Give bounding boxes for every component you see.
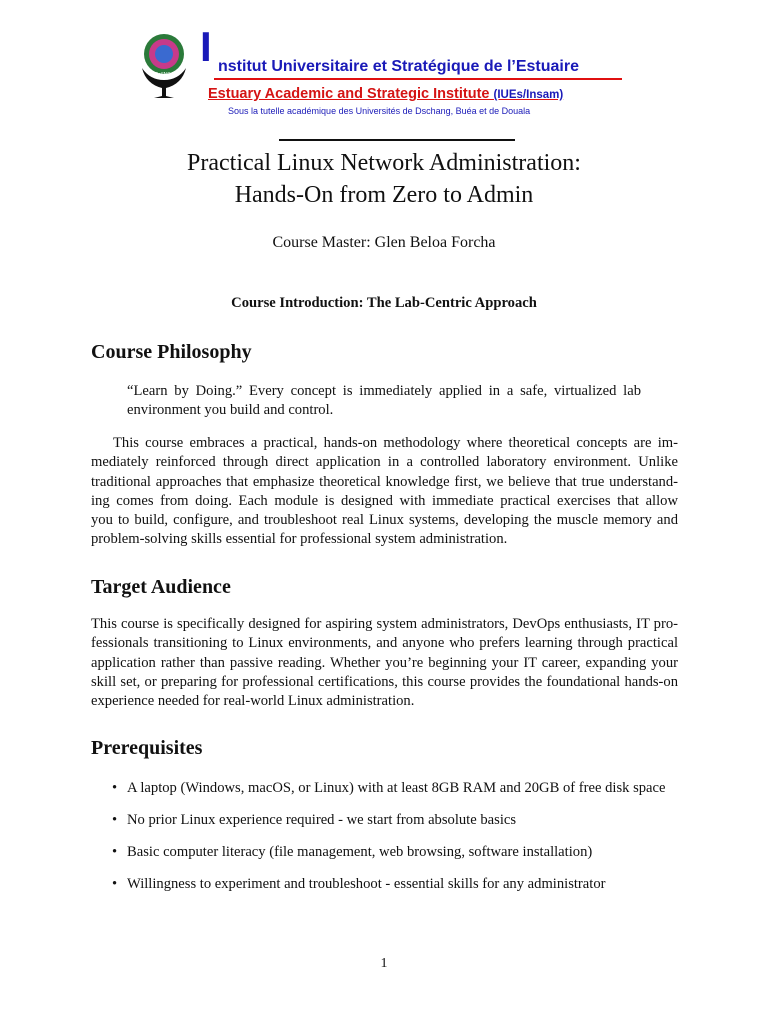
paragraph-line: application rather than passive reading. Whether you’re beginning your IT career, expanding your [91,654,678,671]
intro-heading: Course Introduction: The Lab-Centric Approach [231,295,537,311]
list-item [112,810,712,842]
audience-heading: Target Audience [91,576,231,598]
english-name-line [208,86,563,102]
paragraph-line: This course embraces a practical, hands-on methodology where theoretical concepts are im- [113,435,678,451]
list-item-text: Basic computer literacy (file management, web browsing, software installation) [127,844,593,860]
paragraph-line: you to build, configure, and troubleshoot real Linux systems, developing the muscle memory and [91,512,678,529]
paragraph-line: skill set, or preparing for professional certifications, this course provides the foundational hands-on [91,673,678,690]
quote-line: environment you build and control. [127,402,334,419]
philosophy-quote [127,382,641,421]
paragraph-line: This course is specifically designed for aspiring system administrators, DevOps enthusiasts, IT pro- [91,616,678,632]
bullet-icon: • [112,812,118,828]
institute-header [132,23,652,138]
paragraph-line: problem-solving skills essential for professional system administration. [91,531,508,548]
title-line-2: Hands-On from Zero to Admin [234,182,534,208]
paragraph-line: traditional approaches that emphasize theoretical knowledge first, we believe that true understand- [91,473,678,490]
course-master: Course Master: Glen Beloa Forcha [272,234,496,251]
logo-text: IUEs/INSAM [149,72,179,78]
title-line-1: Practical Linux Network Administration: [187,150,581,176]
audience-body [91,615,678,711]
list-item-text: Willingness to experiment and troubleshoot - essential skills for any administrator [127,876,606,892]
list-item [112,874,712,906]
list-item [112,842,712,874]
academic-tutelle: Sous la tutelle académique des Universités de Dschang, Buéa et de Douala [228,106,531,116]
page-number: 1 [380,956,388,971]
list-item-text: No prior Linux experience required - we start from absolute basics [127,812,517,828]
paragraph-line: fessionals transitioning to Linux environments, and anyone who prefers learning through practical [91,635,678,652]
bullet-icon: • [112,780,118,796]
english-name: Estuary Academic and Strategic Institute [208,86,490,102]
header-red-rule [214,78,622,80]
institute-logo [132,30,196,100]
institute-abbreviation: (IUEs/Insam) [493,89,564,101]
paragraph-line: ing comes from doing. Each module is designed with immediate practical exercises that allow [91,492,678,509]
paragraph-line: experience needed for real-world Linux administration. [91,693,415,710]
institute-name: nstitut Universitaire et Stratégique de l’Estuaire [218,58,579,75]
prerequisites-list [112,778,712,906]
header-divider [279,139,515,141]
quote-line: “Learn by Doing.” Every concept is immediately applied in a safe, virtualized lab [127,383,641,399]
prerequisites-heading: Prerequisites [91,737,203,759]
list-item [112,778,712,810]
paragraph-line: mediately reinforced through direct application in a controlled laboratory environment. Unlike [91,454,678,471]
philosophy-heading: Course Philosophy [91,341,252,363]
bullet-icon: • [112,876,118,892]
list-item-text: A laptop (Windows, macOS, or Linux) with at least 8GB RAM and 20GB of free disk space [127,780,666,796]
philosophy-body [91,434,678,550]
institute-initial: I [200,23,212,70]
bullet-icon: • [112,844,118,860]
